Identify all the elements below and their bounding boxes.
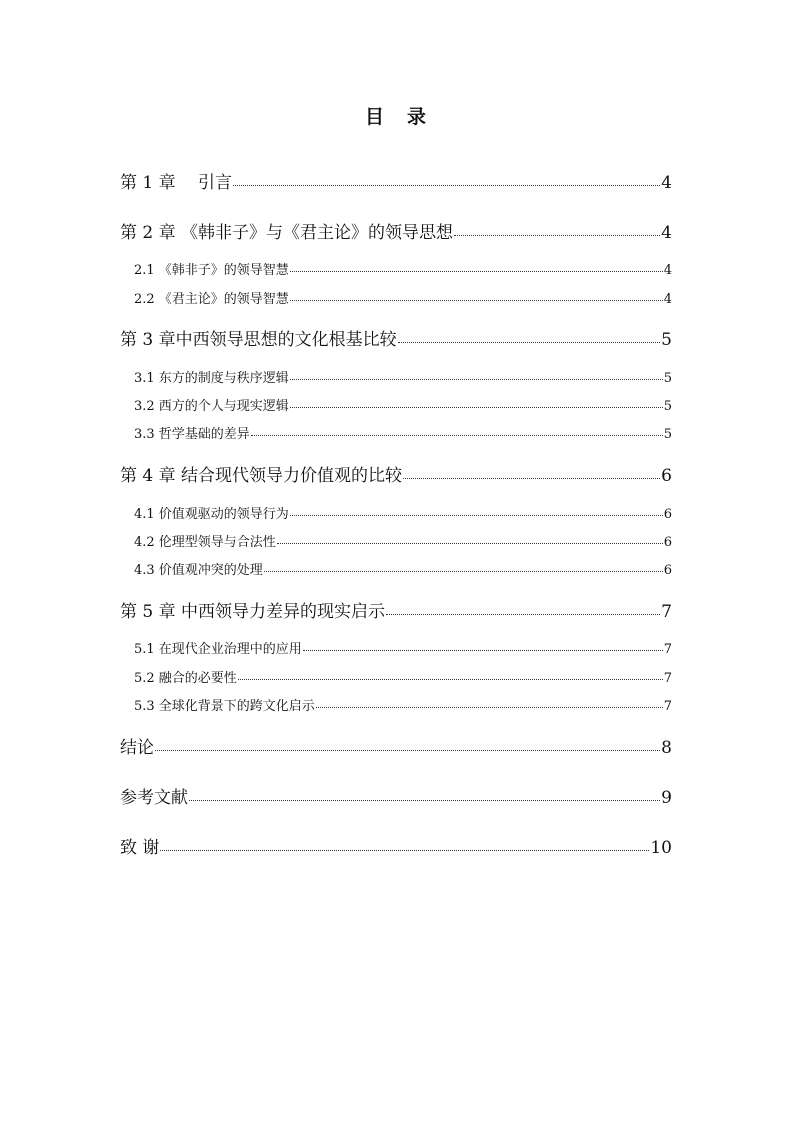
toc-page-number: 10 (650, 838, 672, 858)
toc-page-number: 6 (663, 535, 672, 550)
toc-leader-dots (454, 221, 660, 238)
toc-entry-section-3-2[interactable] (134, 397, 672, 417)
toc-entry-label: 5.1 在现代企业治理中的应用 (134, 642, 302, 657)
toc-page-number: 6 (663, 507, 672, 522)
toc-leader-dots (303, 640, 663, 653)
toc-leader-dots (398, 328, 661, 345)
toc-entry-label: 4.2 伦理型领导与合法性 (134, 535, 276, 550)
toc-leader-dots (403, 464, 660, 481)
toc-entry-section-4-2[interactable] (134, 533, 672, 553)
toc-entry-section-5-2[interactable] (134, 669, 672, 689)
toc-page-number: 7 (663, 671, 672, 686)
toc-page-number: 5 (663, 371, 672, 386)
toc-page-number: 5 (661, 330, 672, 350)
toc-entry-label: 5.3 全球化背景下的跨文化启示 (134, 699, 315, 714)
toc-entry-label: 2.1 《韩非子》的领导智慧 (134, 263, 289, 278)
toc-leader-dots (316, 697, 663, 710)
toc-page-number: 7 (661, 602, 672, 622)
toc-entry-chapter-3[interactable] (120, 328, 672, 352)
toc-entry-label: 第 2 章 《韩非子》与《君主论》的领导思想 (120, 223, 454, 243)
toc-entry-section-4-1[interactable] (134, 505, 672, 525)
toc-entry-section-3-1[interactable] (134, 369, 672, 389)
toc-leader-dots (189, 786, 660, 803)
toc-entry-chapter-4[interactable] (120, 464, 672, 488)
toc-list (120, 0, 672, 1122)
toc-entry-label: 4.1 价值观驱动的领导行为 (134, 507, 289, 522)
toc-leader-dots (155, 736, 660, 753)
toc-leader-dots (386, 600, 660, 617)
toc-entry-label: 2.2 《君主论》的领导智慧 (134, 292, 289, 307)
toc-leader-dots (290, 369, 663, 382)
toc-page-number: 6 (663, 563, 672, 578)
toc-entry-section-4-3[interactable] (134, 561, 672, 581)
toc-entry-label: 第 4 章 结合现代领导力价值观的比较 (120, 466, 403, 486)
toc-entry-label: 参考文献 (120, 788, 188, 808)
toc-entry-section-2-1[interactable] (134, 261, 672, 281)
toc-page-number: 8 (661, 738, 672, 758)
toc-entry-label: 3.3 哲学基础的差异 (134, 427, 250, 442)
toc-entry-label: 结论 (120, 738, 154, 758)
toc-entry-conclusion[interactable] (120, 736, 672, 760)
toc-leader-dots (290, 397, 663, 410)
toc-title: 目 录 (364, 106, 428, 128)
toc-leader-dots (290, 261, 663, 274)
toc-leader-dots (277, 533, 663, 546)
toc-page-number: 7 (663, 699, 672, 714)
toc-page-number: 5 (663, 399, 672, 414)
toc-entry-label: 4.3 价值观冲突的处理 (134, 563, 263, 578)
toc-leader-dots (160, 836, 649, 853)
toc-entry-section-2-2[interactable] (134, 290, 672, 310)
toc-page-number: 4 (661, 223, 672, 243)
toc-entry-label: 3.1 东方的制度与秩序逻辑 (134, 371, 289, 386)
toc-entry-chapter-5[interactable] (120, 600, 672, 624)
toc-leader-dots (264, 561, 663, 574)
toc-entry-section-5-1[interactable] (134, 640, 672, 660)
toc-entry-chapter-1[interactable] (120, 171, 672, 195)
toc-page-number: 6 (661, 466, 672, 486)
toc-entry-label: 致 谢 (120, 838, 160, 858)
toc-page-number: 4 (663, 263, 672, 278)
toc-entry-section-3-3[interactable] (134, 425, 672, 445)
toc-entry-label: 第 1 章 引言 (120, 173, 233, 193)
toc-leader-dots (238, 669, 663, 682)
toc-entry-label: 5.2 融合的必要性 (134, 671, 237, 686)
toc-page-number: 4 (661, 173, 672, 193)
toc-entry-label: 第 3 章中西领导思想的文化根基比较 (120, 330, 397, 350)
toc-leader-dots (290, 505, 663, 518)
toc-page-number: 7 (663, 642, 672, 657)
toc-page-number: 5 (663, 427, 672, 442)
toc-entry-chapter-2[interactable] (120, 221, 672, 245)
toc-entry-label: 3.2 西方的个人与现实逻辑 (134, 399, 289, 414)
toc-leader-dots (251, 425, 663, 438)
toc-entry-section-5-3[interactable] (134, 697, 672, 717)
toc-leader-dots (233, 171, 660, 188)
toc-entry-acknowledgements[interactable] (120, 836, 672, 860)
toc-page-number: 9 (661, 788, 672, 808)
toc-entry-label: 第 5 章 中西领导力差异的现实启示 (120, 602, 386, 622)
toc-leader-dots (290, 290, 663, 303)
toc-entry-references[interactable] (120, 786, 672, 810)
toc-page-number: 4 (663, 292, 672, 307)
